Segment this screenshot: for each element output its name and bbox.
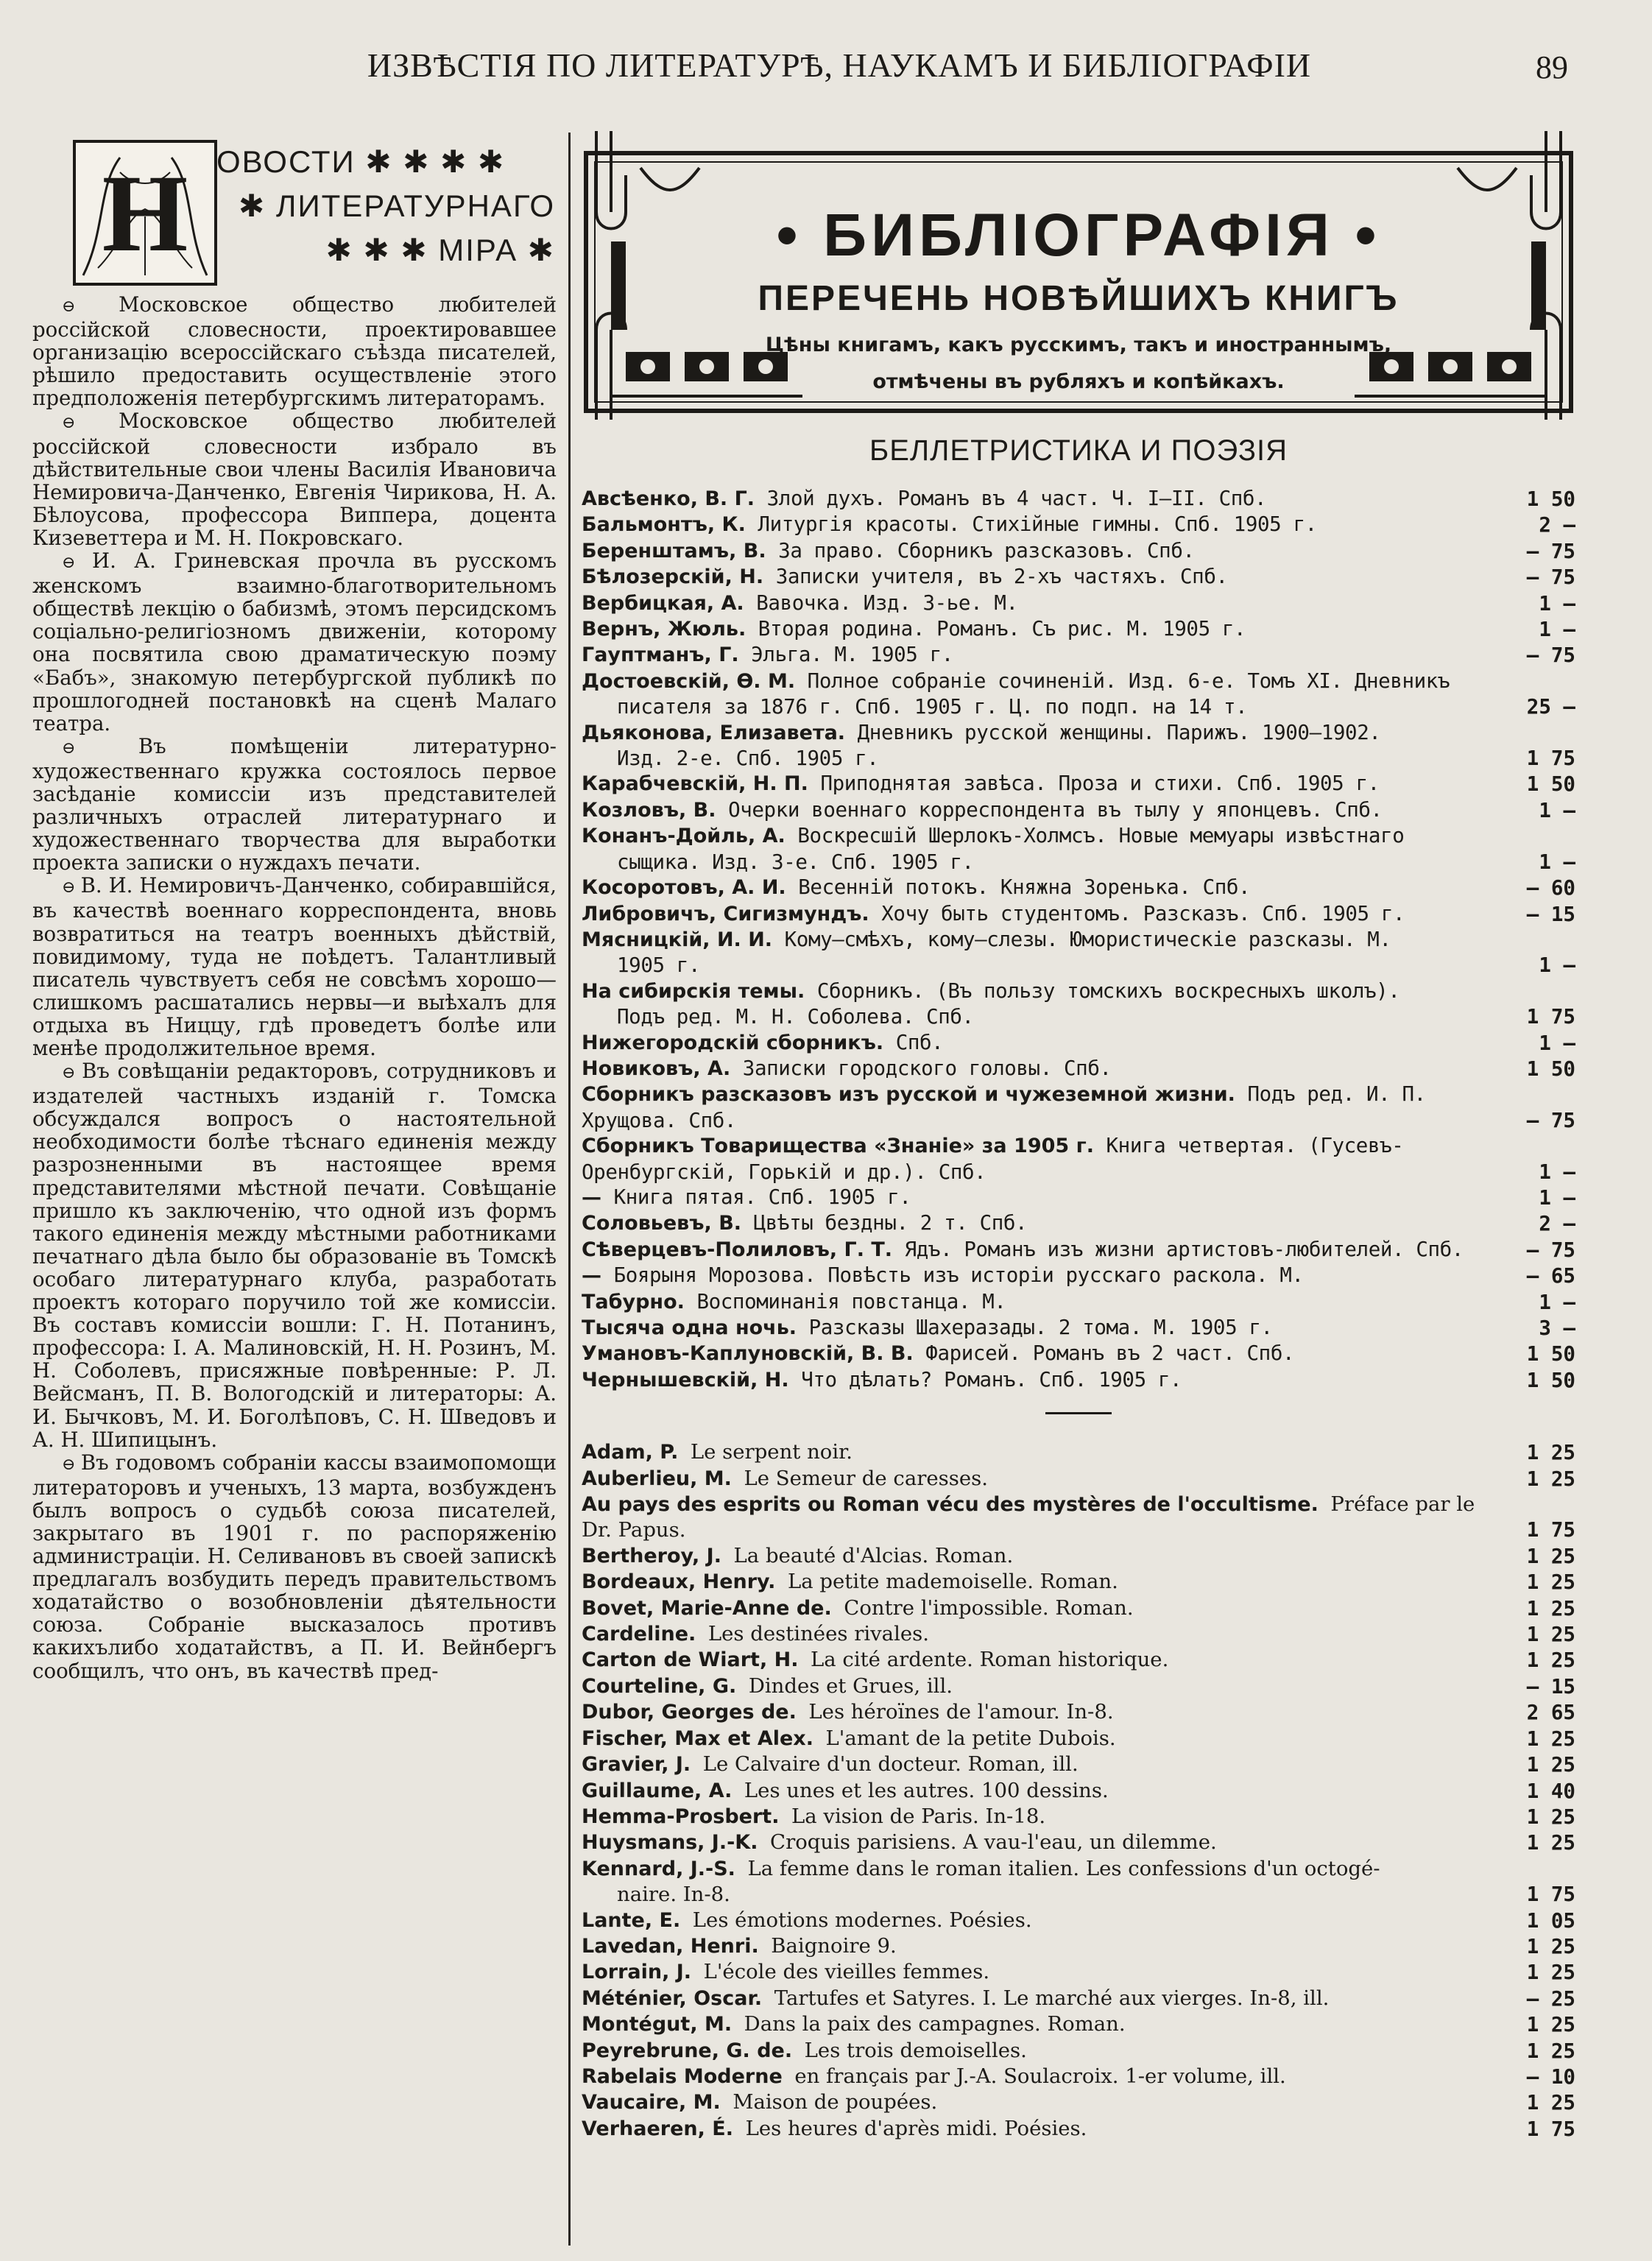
book-title: La femme dans le roman italien. Les confessions d'un octogé- [747,1856,1380,1880]
book-price: — 15 [1526,902,1575,926]
book-price: 1 — [1539,1160,1575,1184]
book-price: 1 25 [1526,1623,1575,1647]
book-title: Les émotions modernes. Poésies. [692,1908,1032,1932]
book-title: Ядъ. Романъ изъ жизни артистовъ-любителей. Спб. [904,1237,1464,1261]
book-author: Бальмонтъ, К. [582,513,746,537]
book-title: Baignoire 9. [771,1933,897,1958]
book-title: Воспоминанія повстанца. М. [696,1289,1006,1313]
book-price: 1 — [1539,953,1575,978]
book-entry [582,1647,1575,1673]
book-author: Dubor, Georges de. [582,1701,797,1724]
book-author: Соловьевъ, В. [582,1212,742,1235]
book-title: Записки городского головы. Спб. [742,1056,1112,1080]
book-entry [582,538,1575,564]
book-price: 2 — [1539,513,1575,537]
book-entry [582,1185,1575,1210]
book-title: Contre l'impossible. Roman. [844,1595,1134,1620]
book-author: Hemma-Prosbert. [582,1805,780,1828]
book-title: Очерки военнаго корреспондента въ тылу у японцевъ. Спб. [728,797,1383,822]
drop-cap-ornament [73,140,217,286]
news-item [32,735,557,875]
book-author: Либровичъ, Сигизмундъ. [582,902,869,925]
book-author: Méténier, Oscar. [582,1986,763,2010]
book-author: Auberlieu, M. [582,1467,732,1490]
book-price: 1 50 [1526,1342,1575,1366]
book-title: Воскресшій Шерлокъ-Холмсъ. Новые мемуары извѣстнаго [797,824,1405,848]
book-price: 1 75 [1526,747,1575,771]
book-title-continuation: Подъ ред. М. Н. Соболева. Спб. [617,1005,974,1029]
book-title: Préface par le Dr. Papus. [582,1492,1475,1542]
book-title: Разсказы Шахеразады. 2 тома. М. 1905 г. [808,1316,1273,1339]
news-item [32,874,557,1059]
bullet-ornament-icon: ⊖ [62,554,92,573]
book-price: 1 25 [1526,1596,1575,1620]
book-entry [582,1466,1575,1492]
book-title: La vision de Paris. In-18. [791,1804,1046,1828]
book-price: — 10 [1526,2064,1575,2089]
book-entry [582,1699,1575,1725]
book-entry [582,771,1575,797]
book-price: 1 25 [1526,1753,1575,1777]
price-note: Цѣны книгамъ, какъ русскимъ, такъ и иностраннымъ, [765,334,1392,356]
book-entry [582,1133,1575,1185]
book-entry [582,1673,1575,1699]
book-author: Guillaume, A. [582,1779,733,1802]
book-entry [582,978,1575,1030]
book-title-continuation: 1905 г. [617,953,701,978]
book-entry [582,1263,1575,1288]
book-entry [582,590,1575,616]
book-author: Косоротовъ, А. И. [582,876,786,900]
bullet-ornament-icon: ⊖ [62,878,81,897]
book-author: Вернъ, Жюль. [582,618,746,641]
foreign-book-list [582,1439,1575,2142]
book-entry [582,1933,1575,1959]
book-author: Гауптманъ, Г. [582,643,739,667]
book-title: Книга четвертая. (Гусевъ-Оренбургскій, Горькій и др.). Спб. [582,1134,1404,1184]
news-title-line: ✱ ✱ ✱ МІРА ✱ [325,233,555,267]
book-author: Достоевскій, Ѳ. М. [582,669,796,693]
book-entry [582,2011,1575,2037]
book-entry [582,642,1575,668]
book-author: Бѣлозерскій, Н. [582,565,764,589]
book-entry [582,2038,1575,2064]
book-price: 1 25 [1526,1726,1575,1751]
book-author: Мясницкій, И. И. [582,928,773,951]
book-entry [582,564,1575,590]
book-entry [582,1289,1575,1315]
book-author: Дьяконова, Елизавета. [582,721,846,744]
book-author: Bertheroy, J. [582,1544,721,1567]
russian-book-list [582,486,1575,1393]
book-author: Bordeaux, Henry. [582,1570,776,1594]
book-entry [582,1367,1575,1393]
book-author: Bovet, Marie-Anne de. [582,1596,832,1620]
book-entry [582,1986,1575,2011]
book-author: Peyrebrune, G. de. [582,2039,793,2062]
book-entry [582,1056,1575,1082]
book-title: Весенній потокъ. Княжна Зоренька. Спб. [798,875,1251,900]
bullet-ornament-icon: ⊖ [62,297,119,316]
book-author: Новиковъ, А. [582,1057,731,1080]
news-item-text: И. А. Гриневская прочла въ русскомъ женскомъ взаимно-благотворительномъ обществѣ лекцію о бабизмѣ, этомъ персидскомъ соціально-религіозномъ движеніи, которому она посвятила свою драматическую поэму «Бабъ», знакомую петербургской публикѣ по прошлогодней постановкѣ на сценѣ Малаго театра. [32,549,557,736]
book-entry [582,1856,1575,1908]
book-author: Сборникъ разсказовъ изъ русской и чужеземной жизни. [582,1083,1235,1107]
book-title: Dindes et Grues, ill. [748,1673,953,1698]
book-author: Kennard, J.-S. [582,1857,735,1880]
book-title: Кому—смѣхъ, кому—слезы. Юмористическіе разсказы. М. [784,927,1391,951]
book-entry [582,1752,1575,1777]
book-author: Carton de Wiart, H. [582,1648,799,1672]
book-author: Карабчевскій, Н. П. [582,772,808,796]
book-entry [582,1210,1575,1236]
book-author: — [582,1264,601,1288]
book-entry [582,927,1575,978]
book-author: Au pays des esprits ou Roman vécu des mystères de l'occultisme. [582,1493,1319,1517]
book-title: Книга пятая. Спб. 1905 г. [613,1185,911,1209]
book-entry [582,1341,1575,1366]
book-price: 1 25 [1526,1831,1575,1855]
book-entry [582,2116,1575,2142]
book-author: Gravier, J. [582,1753,691,1777]
book-author: Табурно. [582,1290,685,1313]
news-item [32,293,557,409]
book-title: Le Calvaire d'un docteur. Roman, ill. [702,1752,1079,1777]
book-entry [582,1237,1575,1263]
book-price: — 75 [1526,1108,1575,1132]
page-number: 89 [1536,49,1568,85]
book-entry [582,512,1575,537]
bullet-ornament-icon: ⊖ [62,1455,81,1474]
book-author: Vaucaire, M. [582,2091,721,2114]
book-price: 1 75 [1526,1005,1575,1029]
book-author: Lante, E. [582,1908,681,1932]
book-price: — 60 [1526,876,1575,900]
book-title: Дневникъ русской женщины. Парижъ. 1900—1902. [857,720,1381,744]
book-title-continuation: Изд. 2-е. Спб. 1905 г. [617,747,879,771]
book-author: Adam, P. [582,1441,679,1464]
book-price: 1 50 [1526,1368,1575,1392]
news-items [32,293,557,1682]
bibliography-title: • БИБЛІОГРАФІЯ • [776,202,1381,269]
news-item-text: Въ годовомъ собраніи кассы взаимопомощи литераторовъ и ученыхъ, 13 марта, возбужденъ былъ вопросъ о судьбѣ союза писателей, закрытаго въ 1901 г. по распоряженію администраціи. Н. Селивановъ въ своей запискѣ предлагалъ возбудить передъ правительствомъ ходатайство о возобновленіи дѣятельности союза. Собраніе высказалось противъ какихълибо ходатайствъ, а П. И. Вейнбергъ сообщилъ, что онъ, въ качествѣ пред- [32,1450,557,1683]
section-divider [1045,1412,1112,1414]
news-title-line: ОВОСТИ ✱ ✱ ✱ ✱ [216,144,506,179]
book-author: Lorrain, J. [582,1961,692,1984]
book-entry [582,1621,1575,1647]
book-price: 1 75 [1526,1518,1575,1542]
book-title: Злой духъ. Романъ въ 4 част. Ч. I—II. Спб. [766,487,1267,510]
book-entry [582,875,1575,900]
book-title: La cité ardente. Roman historique. [811,1648,1169,1672]
book-entry [582,901,1575,927]
book-author: Cardeline. [582,1623,696,1646]
book-entry [582,2064,1575,2089]
book-author: Чернышевскій, Н. [582,1368,789,1391]
book-title-continuation: naire. In-8. [617,1883,730,1907]
book-price: 1 — [1539,618,1575,642]
news-item [32,549,557,735]
book-price: 1 25 [1526,1934,1575,1958]
book-title: Les heures d'après midi. Poésies. [745,2116,1087,2140]
news-item-text: Московское общество любителей россійской словесности избрало въ дѣйствительные свои члены Василія Ивановича Немировича-Данченко, Евгенія Чирикова, Н. А. Бѣлоусова, профессора Виппера, доцента Кизеветтера и М. Н. Покровскаго. [32,409,557,550]
book-price: 1 75 [1526,2117,1575,2141]
book-price: 1 — [1539,1290,1575,1314]
book-title: Les unes et les autres. 100 dessins. [744,1778,1109,1802]
book-price: 1 50 [1526,487,1575,511]
book-entry [582,1492,1575,1543]
book-price: 1 25 [1526,1441,1575,1465]
book-entry [582,1569,1575,1595]
drop-cap-letter: Н [102,152,188,275]
book-entry [582,1959,1575,1985]
book-price: — 75 [1526,565,1575,590]
book-price: 1 — [1539,850,1575,874]
book-title: Что дѣлать? Романъ. Спб. 1905 г. [801,1367,1182,1391]
book-author: Rabelais Moderne [582,2064,783,2088]
news-item-text: Московское общество любителей россійской словесности, проектировавшее организацію всероссійскаго съѣзда писателей, рѣшило предоставить осуществленіе этого предположенія петербургскимъ литераторамъ. [32,292,557,411]
book-price: 1 05 [1526,1908,1575,1933]
book-price: 1 75 [1526,1883,1575,1907]
news-item [32,1451,557,1682]
book-title: Боярыня Морозова. Повѣсть изъ исторіи русскаго раскола. М. [613,1263,1304,1288]
book-title: Tartufes et Satyres. I. Le marché aux vierges. In-8, ill. [774,1986,1330,2010]
book-entry [582,1804,1575,1830]
book-entry [582,1543,1575,1569]
book-entry [582,669,1575,720]
book-entry [582,486,1575,512]
book-author: Lavedan, Henri. [582,1934,759,1958]
book-entry [582,1778,1575,1804]
section-title: БЕЛЛЕТРИСТИКА И ПОЭЗІЯ [869,434,1288,467]
news-item-text: Въ помѣщеніи литературно-художественнаго кружка состоялось первое засѣданіе комиссіи изъ представителей различныхъ отраслей литературнаго и художественнаго творчества для выработки проекта записки о нуждахъ печати. [32,733,557,875]
news-item [32,1059,557,1451]
book-price: 25 — [1526,695,1575,719]
book-author: Сѣверцевъ-Полиловъ, Г. Т. [582,1238,893,1261]
book-price: — 75 [1526,643,1575,668]
news-item-text: В. И. Немировичъ-Данченко, собиравшійся, въ качествѣ военнаго корреспондента, вновь возвратиться на театръ военныхъ дѣйствій, повидимому, туда не поѣдетъ. Талантливый писатель чувствуетъ себя не совсѣмъ хорошо—слишкомъ расшатались нервы—и выѣхалъ для отдыха въ Ниццу, гдѣ проведетъ болѣе или менѣе продолжительное время. [32,873,557,1060]
book-title: Les trois demoiselles. [804,2038,1027,2062]
book-entry [582,1595,1575,1621]
book-author: Huysmans, J.-K. [582,1831,758,1855]
bullet-ornament-icon: ⊖ [62,738,138,758]
book-price: 1 — [1539,1185,1575,1210]
book-price: — 65 [1526,1264,1575,1288]
book-entry [582,1439,1575,1465]
book-title: Вавочка. Изд. 3-ье. М. [756,590,1018,615]
book-title: La beauté d'Alcias. Roman. [733,1543,1014,1567]
news-section-title [216,140,557,272]
book-title: Le serpent noir. [690,1440,853,1464]
book-title: L'amant de la petite Dubois. [825,1726,1116,1750]
book-price: 1 25 [1526,2091,1575,2115]
book-author: Сборникъ Товарищества «Знаніе» за 1905 г. [582,1135,1094,1158]
book-title: Сборникъ. (Въ пользу томскихъ воскресныхъ школъ). [816,978,1400,1003]
book-title: Les héroïnes de l'amour. In-8. [808,1700,1114,1724]
news-heading [32,129,557,287]
book-price: 2 65 [1526,1701,1575,1725]
column-divider [568,133,571,2246]
book-title: Фарисей. Романъ въ 2 част. Спб. [925,1341,1295,1366]
book-title: Croquis parisiens. A vau-l'eau, un dilemme. [770,1830,1217,1855]
book-price: 1 50 [1526,772,1575,797]
book-entry [582,720,1575,772]
bullet-ornament-icon: ⊖ [62,1064,82,1083]
book-price: 1 25 [1526,1805,1575,1829]
book-title: Dans la paix des campagnes. Roman. [744,2012,1126,2036]
book-price: 1 25 [1526,2039,1575,2063]
book-title: Полное собраніе сочиненій. Изд. 6-е. Томъ XI. Дневникъ [807,669,1450,693]
book-price: 1 50 [1526,1057,1575,1081]
running-title: ИЗВѢСТІЯ ПО ЛИТЕРАТУРѢ, НАУКАМЪ И БИБЛІОГРАФІИ [367,46,1312,84]
news-column [32,129,557,2249]
book-entry [582,1830,1575,1855]
book-price: — 75 [1526,539,1575,563]
book-title: en français par J.-A. Soulacroix. 1-er volume, ill. [794,2064,1286,2088]
book-title: Записки учителя, въ 2-хъ частяхъ. Спб. [775,565,1228,589]
book-author: Тысяча одна ночь. [582,1316,797,1339]
book-author: Вербицкая, А. [582,591,744,615]
book-price: 1 25 [1526,1570,1575,1595]
book-author: Montégut, M. [582,2013,733,2036]
book-price: 2 — [1539,1212,1575,1236]
book-price: — 25 [1526,1986,1575,2011]
book-author: На сибирскія темы. [582,979,805,1003]
book-author: Конанъ-Дойль, А. [582,825,786,848]
book-title: Подъ ред. И. П. Хрущова. Спб. [582,1082,1426,1132]
news-item-text: Въ совѣщаніи редакторовъ, сотрудниковъ и издателей частныхъ изданій г. Томска обсуждался вопросъ о настоятельной необходимости болѣе тѣснаго единенія между разрозненными въ настоящее время представителями мѣстной печати. Совѣщаніе пришло къ заключенію, что одной изъ формъ такого единенія между мѣстными работниками печатнаго дѣла было бы образованіе въ Томскѣ особаго литературнаго клуба, разработать проектъ котораго поручило той же комиссіи. Въ составъ комиссіи вошли: Г. Н. Потанинъ, профессора: І. А. Малиновскій, Н. Н. Розинъ, М. Н. Соболевъ, присяжные повѣренные: Р. Л. Вейсманъ, П. В. Вологодскій и литераторы: А. И. Бычковъ, М. И. Боголѣповъ, С. Н. Шведовъ и А. Н. Шипицынъ. [32,1059,557,1452]
book-author: Courteline, G. [582,1674,737,1698]
book-entry [582,797,1575,823]
book-author: Авсѣенко, В. Г. [582,487,755,510]
bibliography-column [582,131,1575,2142]
book-price: — 15 [1526,1674,1575,1699]
book-price: 1 — [1539,798,1575,822]
book-price: 3 — [1539,1316,1575,1340]
book-title: Хочу быть студентомъ. Разсказъ. Спб. 1905 г. [881,901,1405,925]
book-entry [582,1082,1575,1133]
book-entry [582,2089,1575,2115]
book-price: 1 25 [1526,1544,1575,1568]
book-entry [582,1908,1575,1933]
book-author: Нижегородскій сборникъ. [582,1031,884,1054]
book-title: Спб. [895,1030,944,1054]
bullet-ornament-icon: ⊖ [62,414,119,433]
book-price: 1 25 [1526,2013,1575,2037]
book-title-continuation: сыщика. Изд. 3-е. Спб. 1905 г. [617,850,974,874]
book-entry [582,616,1575,642]
book-title: L'école des vieilles femmes. [703,1960,990,1984]
book-author: Умановъ-Каплуновскій, В. В. [582,1342,914,1366]
book-price: 1 25 [1526,1467,1575,1491]
book-title: Maison de poupées. [733,2090,938,2114]
book-title: Le Semeur de caresses. [744,1466,988,1490]
book-entry [582,1315,1575,1341]
book-title: La petite mademoiselle. Roman. [787,1570,1118,1594]
book-price: 1 — [1539,1031,1575,1055]
book-price: — 75 [1526,1238,1575,1262]
bibliography-subtitle: ПЕРЕЧЕНЬ НОВѢЙШИХЪ КНИГЪ [758,279,1399,318]
book-entry [582,1030,1575,1056]
book-title: Приподнятая завѣса. Проза и стихи. Спб. 1905 г. [820,772,1380,796]
book-author: — [582,1185,601,1209]
book-title: Литургія красоты. Стихійные гимны. Спб. 1905 г. [758,512,1317,537]
book-author: Verhaeren, É. [582,2117,734,2140]
book-title: Цвѣты бездны. 2 т. Спб. [753,1211,1028,1235]
book-author: Fischer, Max et Alex. [582,1726,813,1750]
book-title: Les destinées rivales. [707,1622,929,1646]
book-price: 1 40 [1526,1779,1575,1803]
book-author: Козловъ, В. [582,798,716,822]
book-entry [582,823,1575,875]
book-title: Вторая родина. Романъ. Съ рис. М. 1905 г. [758,617,1246,641]
book-title: За право. Сборникъ разсказовъ. Спб. [778,538,1195,562]
book-price: 1 25 [1526,1648,1575,1673]
news-title-line: ✱ ЛИТЕРАТУРНАГО [239,188,555,223]
price-note: отмѣчены въ рубляхъ и копѣйкахъ. [872,370,1285,393]
book-entry [582,1726,1575,1752]
bibliography-header-frame [582,131,1575,420]
book-title: Эльга. М. 1905 г. [751,643,953,667]
book-author: Беренштамъ, В. [582,539,766,562]
book-title-continuation: писателя за 1876 г. Спб. 1905 г. Ц. по подп. на 14 т. [617,695,1248,719]
book-price: 1 — [1539,591,1575,615]
book-price: 1 25 [1526,1961,1575,1985]
news-item [32,409,557,549]
